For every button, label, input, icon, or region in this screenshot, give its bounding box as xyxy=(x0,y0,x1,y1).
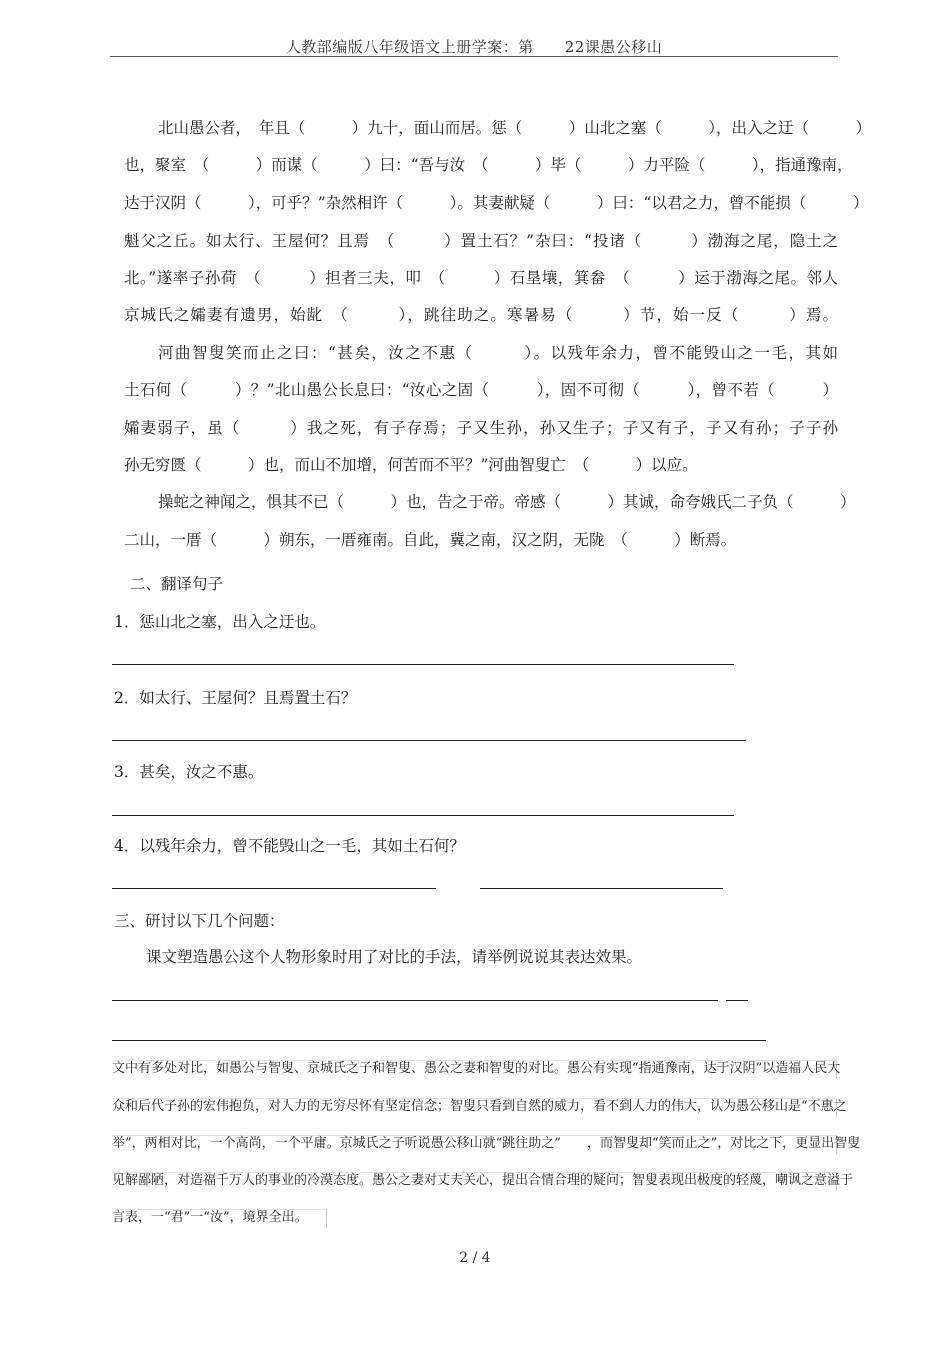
answer-line-4b[interactable] xyxy=(480,888,723,889)
translate-question-1: 1．惩山北之塞，出入之迂也。 xyxy=(114,613,326,631)
passage-line: 达于汉阴（ ），可乎？”杂然相许（ ）。其妻献疑（ ）曰：“以君之力，曾不能损（ ） xyxy=(124,194,869,212)
passage-line: 土石何（ ）？”北山愚公长息曰：“汝心之固（ ），固不可彻（ ），曾不若（ ） xyxy=(124,381,838,399)
passage-line: 也，聚室 （ ）而谋（ ）曰：“吾与汝 （ ）毕（ ）力平险（ ），指通豫南， xyxy=(124,156,853,174)
translate-question-3: 3．甚矣，汝之不惠。 xyxy=(114,763,264,781)
passage-line: 河曲智叟笑而止之曰：“甚矣，汝之不惠（ ）。以残年余力，曾不能毁山之一毛，其如 xyxy=(158,344,838,362)
answer-line-2[interactable] xyxy=(112,740,746,741)
passage-line: 魁父之丘。如太行、王屋何？且焉 （ ）置土石？”杂曰：“投诸（ ）渤海之尾，隐土之 xyxy=(124,232,838,250)
passage-line: 京城氏之孀妻有遗男，始龀 （ ），跳往助之。寒暑易（ ）节，始一反（ ）焉。 xyxy=(124,306,838,324)
answer-line: 见解鄙陋，对造福千万人的事业的冷漠态度。愚公之妻对丈夫关心，提出合情合理的疑问；智叟表现出极度的轻蔑，嘲讽之意溢于 xyxy=(112,1173,854,1188)
passage-line: 北。”遂率子孙荷 （ ）担者三夫，叩 （ ）石垦壤，箕畚 （ ）运于渤海之尾。邻人 xyxy=(124,269,838,287)
page-header-title: 人教部编版八年级语文上册学案：第 22课愚公移山 xyxy=(285,38,663,56)
answer-line: 言表，一“君”一“汝”，境界全出。 xyxy=(112,1210,308,1225)
section-3-title: 三、研讨以下几个问题： xyxy=(114,912,285,930)
answer-line: 众和后代子孙的宏伟抱负，对人力的无穷尽怀有坚定信念；智叟只看到自然的威力，看不到人力的伟大，认为愚公移山是“不惠之 xyxy=(112,1099,847,1114)
passage-line: 二山，一厝（ ）朔东，一厝雍南。自此，冀之南，汉之阴，无陇 （ ）断焉。 xyxy=(124,531,737,549)
discussion-prompt: 课文塑造愚公这个人物形象时用了对比的手法，请举例说说其表达效果。 xyxy=(146,948,643,966)
answer-line: 举”，两相对比，一个高尚，一个平庸。京城氏之子听说愚公移山就“跳往助之” ，而智叟却“笑而止之”，对比之下，更显出智叟 xyxy=(112,1136,861,1151)
passage-line: 孙无穷匮（ ）也，而山不加增，何苦而不平？”河曲智叟亡 （ ）以应。 xyxy=(124,456,698,474)
answer-line-1[interactable] xyxy=(112,664,734,665)
answer-line-4a[interactable] xyxy=(112,888,436,889)
passage-line: 北山愚公者， 年且（ ）九十，面山而居。惩（ ）山北之塞（ ），出入之迂（ ） xyxy=(158,119,872,137)
reference-answer xyxy=(112,1058,861,1228)
discussion-answer-line-2[interactable] xyxy=(112,1040,766,1041)
page-number: 2 / 4 xyxy=(459,1250,491,1266)
header-divider xyxy=(110,56,838,57)
passage-line: 操蛇之神闻之，惧其不已（ ）也，告之于帝。帝感（ ）其诚，命夸娥氏二子负（ ） xyxy=(158,493,856,511)
answer-line-3[interactable] xyxy=(112,815,734,816)
translate-question-2: 2．如太行、王屋何？且焉置土石？ xyxy=(114,689,357,707)
passage-line: 孀妻弱子，虽（ ）我之死，有子存焉；子又生孙，孙又生子；子又有子，子又有孙；子子孙 xyxy=(124,419,838,437)
answer-line: 文中有多处对比，如愚公与智叟、京城氏之子和智叟、愚公之妻和智叟的对比。愚公有实现“指通豫南，达于汉阴”以造福人民大 xyxy=(112,1061,841,1076)
discussion-answer-line-1b[interactable] xyxy=(726,1000,748,1001)
discussion-answer-line-1a[interactable] xyxy=(112,1000,718,1001)
translate-question-4: 4．以残年余力，曾不能毁山之一毛，其如土石何？ xyxy=(114,837,465,855)
section-2-title: 二、翻译句子 xyxy=(130,575,224,593)
